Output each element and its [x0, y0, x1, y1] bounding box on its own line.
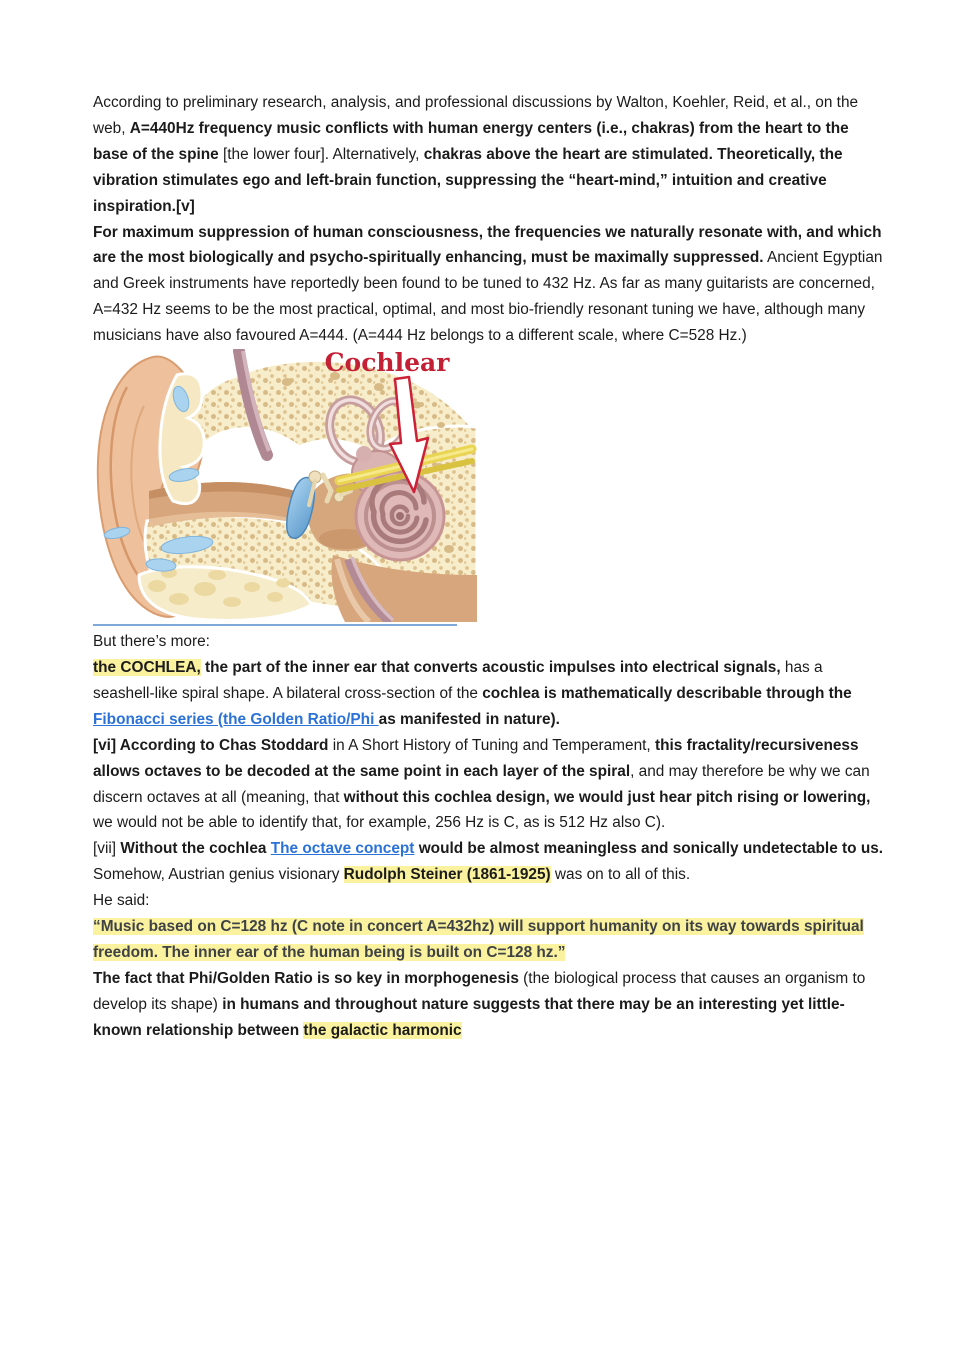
paragraph-vii-octave — [93, 836, 885, 862]
paragraph-vi-stoddard — [93, 733, 885, 837]
text-run: as manifested in nature). — [378, 710, 560, 728]
text-run: Ancient Egyptian and Greek instruments have reportedly been found to be tuned to 432 Hz. As far as many guitarists are concerned, A=432 Hz seems to be the most practical, optimal, and most bio-friendly resonant tuning we have, although many musicians have also favoured A=444. (A=444 Hz belongs to a different scale, where C=528 Hz.) — [93, 249, 883, 345]
text-run: without this cochlea design, we would just hear pitch rising or lowering, — [343, 788, 871, 806]
ear-anatomy-illustration — [87, 349, 477, 622]
text-run: we would not be able to identify that, for example, 256 Hz is C, as is 512 Hz also C). — [93, 814, 666, 832]
paragraph-but-theres-more — [93, 629, 885, 655]
text-run: would be almost meaningless and sonically undetectable to us. — [414, 840, 884, 858]
text-run: in A Short History of Tuning and Temperament, — [328, 736, 655, 754]
text-run: [the lower four]. Alternatively, — [218, 145, 424, 163]
ear-anatomy-figure — [87, 349, 477, 622]
text-run: in humans and throughout nature suggests that there may be an interesting yet little-known relationship between — [93, 995, 845, 1039]
text-run: But there’s more: — [93, 633, 210, 651]
text-run: the part of the inner ear that converts acoustic impulses into electrical signals, — [200, 658, 781, 676]
text-run: cochlea is mathematically describable through the — [482, 684, 852, 702]
text-run: was on to all of this. — [550, 866, 691, 884]
text-run: “Music based on C=128 hz (C note in concert A=432hz) will support humanity on its way towards spiritual freedom. The inner ear of the human being is built on C=128 hz.” — [93, 918, 864, 961]
cochlear-label: Cochlear — [324, 349, 450, 378]
text-run: Rudolph Steiner (1861-1925) — [343, 866, 551, 884]
paragraph-phi-morphogenesis — [93, 966, 885, 1044]
text-run: The fact that Phi/Golden Ratio is so key in morphogenesis — [93, 969, 519, 987]
text-run: the galactic harmonic — [303, 1021, 462, 1039]
text-run: According to preliminary research, analysis, and professional discussions by Walton, Koehler, Reid, et al., on the web, — [93, 94, 859, 137]
text-run: chakras above the heart are stimulated. Theoretically, the vibration stimulates ego and left-brain function, suppressing the “heart-mind,” intuition and creative inspiration.[v] — [93, 145, 843, 215]
octave-concept-link[interactable]: The octave concept — [270, 840, 415, 858]
paragraph-steiner-quote — [93, 914, 885, 966]
text-run: For maximum suppression of human consciousness, the frequencies we naturally resonate with, and which are the most biologically and psycho-spiritually enhancing, must be maximally suppressed. — [93, 223, 882, 267]
text-run: He said: — [93, 892, 150, 910]
text-run: the COCHLEA, — [93, 658, 201, 676]
paragraph-he-said — [93, 888, 885, 914]
text-run: [vii] — [93, 840, 121, 858]
paragraph-steiner — [93, 862, 885, 888]
text-run: A=440Hz frequency music conflicts with human energy centers (i.e., chakras) from the heart to the base of the spine — [93, 119, 849, 163]
paragraph-suppression — [93, 220, 885, 350]
text-run: , and may therefore be why we can discern octaves at all (meaning, that — [93, 762, 870, 806]
paragraph-cochlea — [93, 655, 885, 733]
figure-underline — [93, 624, 457, 626]
fibonacci-series-link[interactable]: Fibonacci series (the Golden Ratio/Phi — [93, 710, 379, 728]
text-run: this fractality/recursiveness allows octaves to be decoded at the same point in each layer of the spiral — [93, 736, 859, 780]
text-run: has a seashell-like spiral shape. A bilateral cross-section of the — [93, 658, 823, 702]
text-run: Without the cochlea — [120, 840, 271, 858]
text-run: Somehow, Austrian genius visionary — [93, 866, 344, 884]
text-run: (the biological process that causes an organism to develop its shape) — [93, 969, 866, 1013]
text-run: [vi] According to Chas Stoddard — [93, 736, 329, 754]
paragraph-440hz — [93, 90, 885, 220]
